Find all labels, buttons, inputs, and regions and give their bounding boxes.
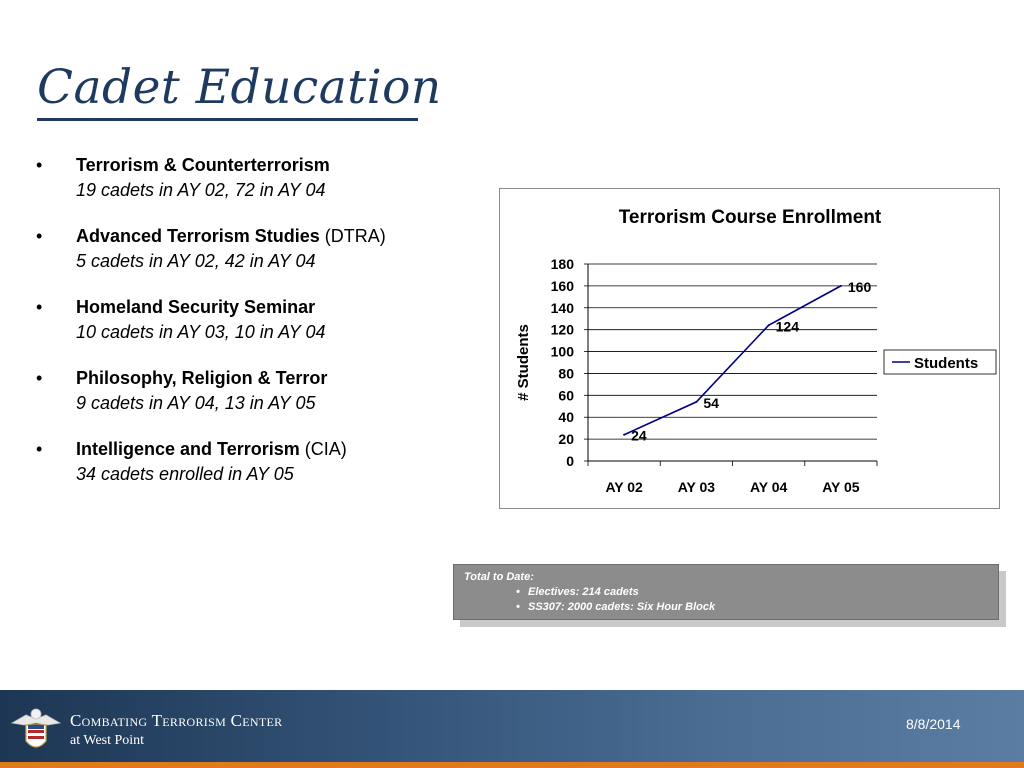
bullet-item bbox=[36, 295, 486, 345]
bullet-heading: Advanced Terrorism Studies bbox=[76, 226, 320, 246]
note-item-text: SS307: 2000 cadets: Six Hour Block bbox=[528, 601, 716, 613]
x-tick-label: AY 04 bbox=[749, 479, 788, 495]
bullet-heading: Intelligence and Terrorism bbox=[76, 439, 300, 459]
bullet-detail: 9 cadets in AY 04, 13 in AY 05 bbox=[76, 393, 316, 413]
chart-title: Terrorism Course Enrollment bbox=[618, 207, 882, 228]
x-tick-label: AY 03 bbox=[677, 479, 716, 495]
enrollment-chart bbox=[499, 188, 1000, 509]
eagle-crest-logo-icon bbox=[8, 701, 64, 757]
data-label: 54 bbox=[703, 394, 719, 411]
total-note bbox=[453, 564, 999, 620]
bullet-item bbox=[36, 153, 486, 203]
bullet-list bbox=[36, 153, 486, 508]
bullet-detail: 5 cadets in AY 02, 42 in AY 04 bbox=[76, 251, 316, 271]
data-point bbox=[768, 324, 770, 326]
org-name: Combating Terrorism Center bbox=[70, 711, 283, 730]
bullet-dot: • bbox=[36, 226, 43, 246]
series-line bbox=[624, 286, 841, 435]
data-label: 160 bbox=[847, 278, 872, 295]
bullet-dot: • bbox=[36, 297, 43, 317]
y-axis-label: # Students bbox=[515, 324, 532, 401]
y-tick-label: 160 bbox=[550, 277, 574, 294]
org-subtitle: at West Point bbox=[70, 733, 145, 748]
bullet-dot: • bbox=[36, 155, 43, 175]
y-tick-label: 20 bbox=[558, 431, 574, 448]
y-tick-label: 60 bbox=[558, 387, 574, 404]
data-label: 24 bbox=[631, 427, 647, 444]
note-bullet: • bbox=[516, 586, 520, 598]
bullet-dot: • bbox=[36, 368, 43, 388]
bullet-detail: 10 cadets in AY 03, 10 in AY 04 bbox=[76, 322, 326, 342]
note-bullet: • bbox=[516, 601, 520, 613]
y-tick-label: 100 bbox=[550, 343, 574, 360]
slide-date: 8/8/2014 bbox=[906, 716, 961, 732]
bullet-extra: (CIA) bbox=[299, 439, 347, 459]
bullet-detail: 19 cadets in AY 02, 72 in AY 04 bbox=[76, 180, 326, 200]
y-tick-label: 140 bbox=[550, 299, 574, 316]
bullet-item bbox=[36, 366, 486, 416]
y-tick-label: 80 bbox=[558, 365, 574, 382]
bullet-heading: Homeland Security Seminar bbox=[76, 297, 316, 317]
data-point bbox=[623, 434, 625, 436]
x-tick-label: AY 05 bbox=[822, 479, 860, 495]
y-tick-label: 40 bbox=[558, 409, 574, 426]
y-tick-label: 0 bbox=[566, 453, 574, 469]
bullet-detail: 34 cadets enrolled in AY 05 bbox=[76, 464, 294, 484]
chart-svg bbox=[500, 189, 999, 508]
data-label: 124 bbox=[775, 318, 799, 335]
data-point bbox=[840, 285, 842, 287]
y-tick-label: 180 bbox=[550, 256, 574, 272]
title-underline bbox=[37, 118, 418, 121]
y-tick-label: 120 bbox=[550, 321, 574, 338]
note-item-text: Electives: 214 cadets bbox=[528, 586, 639, 598]
footer-accent-bar bbox=[0, 762, 1024, 768]
bullet-heading: Philosophy, Religion & Terror bbox=[76, 368, 328, 388]
legend-label: Students bbox=[914, 355, 979, 372]
bullet-extra: (DTRA) bbox=[319, 226, 386, 246]
bullet-heading: Terrorism & Counterterrorism bbox=[76, 155, 330, 175]
note-item bbox=[516, 601, 715, 613]
x-tick-label: AY 02 bbox=[605, 479, 643, 495]
bullet-item bbox=[36, 224, 486, 274]
bullet-item bbox=[36, 437, 486, 487]
note-title: Total to Date: bbox=[464, 571, 534, 583]
data-point bbox=[695, 401, 697, 403]
slide-title: Cadet Education bbox=[37, 60, 442, 115]
note-item bbox=[516, 586, 639, 598]
bullet-dot: • bbox=[36, 439, 43, 459]
